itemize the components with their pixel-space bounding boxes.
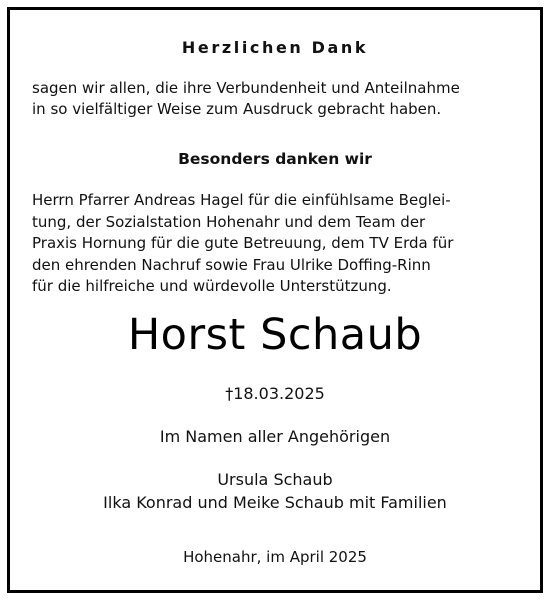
signatory-line: Ursula Schaub xyxy=(217,470,333,489)
subheading: Besonders danken wir xyxy=(178,150,372,168)
thanks-line: den ehrenden Nachruf sowie Frau Ulrike Doffing-Rinn xyxy=(32,255,431,274)
heading: Herzlichen Dank xyxy=(181,38,369,57)
thanks-paragraph xyxy=(32,190,527,298)
thanks-line: Herrn Pfarrer Andreas Hagel für die einfühlsame Beglei- xyxy=(32,191,451,209)
notice-frame xyxy=(7,7,543,593)
signatories xyxy=(10,468,540,514)
thanks-line: für die hilfreiche und würdevolle Unterstützung. xyxy=(32,277,392,296)
thanks-line: tung, der Sozialstation Hohenahr und dem Team der xyxy=(32,212,426,231)
thanks-line: Praxis Hornung für die gute Betreuung, dem TV Erda für xyxy=(32,234,454,253)
place-date: Hohenahr, im April 2025 xyxy=(183,548,367,566)
intro-line: sagen wir allen, die ihre Verbundenheit und Anteilnahme xyxy=(32,79,460,97)
deceased-name: Horst Schaub xyxy=(127,310,423,360)
intro-line: in so vielfältiger Weise zum Ausdruck gebracht haben. xyxy=(32,100,442,118)
signatory-line: Ilka Konrad und Meike Schaub mit Familien xyxy=(103,493,447,512)
behalf-line: Im Namen aller Angehörigen xyxy=(159,427,391,446)
death-date: †18.03.2025 xyxy=(225,384,325,403)
intro-paragraph xyxy=(32,78,522,120)
